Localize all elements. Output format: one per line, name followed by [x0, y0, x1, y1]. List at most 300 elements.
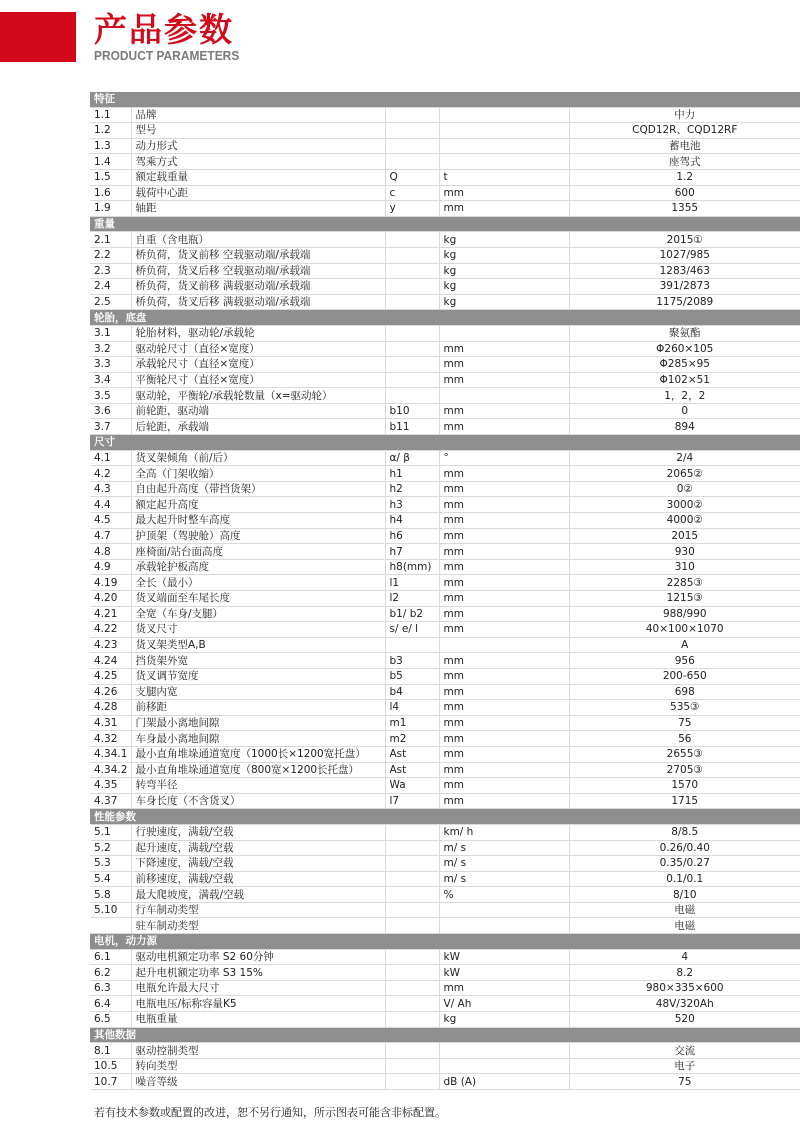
param-value: 聚氨酯 [569, 325, 800, 341]
param-number: 4.4 [90, 497, 131, 513]
param-name: 货叉架倾角（前/后） [131, 450, 385, 466]
param-value: 48V/320Ah [569, 996, 800, 1012]
param-value: 1215③ [569, 591, 800, 607]
param-unit: mm [439, 201, 569, 217]
param-number: 4.23 [90, 637, 131, 653]
param-name: 驱动轮尺寸（直径×宽度） [131, 341, 385, 357]
param-symbol: l4 [385, 700, 439, 716]
spec-row [90, 372, 800, 388]
spec-row [90, 263, 800, 279]
param-value: 2655③ [569, 746, 800, 762]
param-symbol: h7 [385, 544, 439, 560]
param-symbol: b10 [385, 403, 439, 419]
param-name: 桥负荷，货叉前移 满载驱动端/承载端 [131, 279, 385, 295]
param-name: 型号 [131, 123, 385, 139]
param-name: 自由起升高度（带挡货架） [131, 481, 385, 497]
param-unit: m/ s [439, 871, 569, 887]
param-symbol: y [385, 201, 439, 217]
param-number: 6.5 [90, 1012, 131, 1028]
param-symbol [385, 388, 439, 404]
param-name: 电瓶允许最大尺寸 [131, 980, 385, 996]
param-number: 1.1 [90, 107, 131, 123]
param-name: 转向类型 [131, 1058, 385, 1074]
param-name: 额定起升高度 [131, 497, 385, 513]
param-symbol [385, 1012, 439, 1028]
param-symbol: b1/ b2 [385, 606, 439, 622]
param-symbol: α/ β [385, 450, 439, 466]
param-value: 2015 [569, 528, 800, 544]
param-symbol: Ast [385, 746, 439, 762]
param-name: 驱动电机额定功率 S2 60分钟 [131, 949, 385, 965]
param-unit: mm [439, 185, 569, 201]
param-unit: km/ h [439, 824, 569, 840]
param-symbol [385, 856, 439, 872]
spec-row [90, 700, 800, 716]
param-symbol: b3 [385, 653, 439, 669]
param-number: 4.7 [90, 528, 131, 544]
param-number: 4.3 [90, 481, 131, 497]
param-name: 货叉架类型A,B [131, 637, 385, 653]
param-value: 0 [569, 403, 800, 419]
param-name: 全长（最小） [131, 575, 385, 591]
param-unit: V/ Ah [439, 996, 569, 1012]
param-number: 4.21 [90, 606, 131, 622]
param-unit: kg [439, 232, 569, 248]
param-unit: t [439, 169, 569, 185]
param-symbol: h2 [385, 481, 439, 497]
param-name: 平衡轮尺寸（直径×宽度） [131, 372, 385, 388]
param-name: 行驶速度，满载/空载 [131, 824, 385, 840]
spec-row [90, 325, 800, 341]
param-name: 车身最小离地间隙 [131, 731, 385, 747]
spec-row [90, 949, 800, 965]
section-header [90, 934, 800, 950]
param-value: 1.2 [569, 169, 800, 185]
param-symbol [385, 138, 439, 154]
spec-row [90, 185, 800, 201]
param-number: 5.10 [90, 902, 131, 918]
param-value: 930 [569, 544, 800, 560]
spec-row [90, 575, 800, 591]
param-value: 8/10 [569, 887, 800, 903]
param-value: 8/8.5 [569, 824, 800, 840]
param-value: 698 [569, 684, 800, 700]
param-value: 交流 [569, 1043, 800, 1059]
param-symbol [385, 949, 439, 965]
header-accent-bar [0, 12, 76, 62]
param-symbol [385, 980, 439, 996]
spec-row [90, 856, 800, 872]
param-number: 6.4 [90, 996, 131, 1012]
param-name: 货叉端面至车尾长度 [131, 591, 385, 607]
param-symbol: h4 [385, 513, 439, 529]
spec-row [90, 778, 800, 794]
param-number: 8.1 [90, 1043, 131, 1059]
param-value: CQD12R、CQD12RF [569, 123, 800, 139]
param-value: 1355 [569, 201, 800, 217]
param-unit: mm [439, 419, 569, 435]
spec-row [90, 637, 800, 653]
param-name: 前移速度，满载/空载 [131, 871, 385, 887]
spec-row [90, 154, 800, 170]
param-number: 6.1 [90, 949, 131, 965]
param-unit: m/ s [439, 840, 569, 856]
param-unit: mm [439, 793, 569, 809]
param-number: 2.3 [90, 263, 131, 279]
spec-row [90, 824, 800, 840]
param-symbol [385, 263, 439, 279]
param-number: 4.9 [90, 559, 131, 575]
param-symbol [385, 372, 439, 388]
param-number [90, 918, 131, 934]
param-name: 转弯半径 [131, 778, 385, 794]
param-unit [439, 1058, 569, 1074]
param-symbol [385, 107, 439, 123]
param-number: 1.6 [90, 185, 131, 201]
param-number: 4.2 [90, 466, 131, 482]
param-name: 护顶架（驾驶舱）高度 [131, 528, 385, 544]
spec-row [90, 606, 800, 622]
param-number: 4.19 [90, 575, 131, 591]
param-name: 最大爬坡度，满载/空载 [131, 887, 385, 903]
param-unit: mm [439, 684, 569, 700]
spec-row [90, 871, 800, 887]
param-name: 轴距 [131, 201, 385, 217]
param-name: 行车制动类型 [131, 902, 385, 918]
param-name: 下降速度，满载/空载 [131, 856, 385, 872]
param-name: 座椅面/站台面高度 [131, 544, 385, 560]
param-value: 600 [569, 185, 800, 201]
spec-row [90, 201, 800, 217]
param-unit: kg [439, 1012, 569, 1028]
spec-row [90, 684, 800, 700]
param-value: 894 [569, 419, 800, 435]
spec-row [90, 138, 800, 154]
param-unit [439, 902, 569, 918]
param-symbol [385, 294, 439, 310]
param-name: 桥负荷，货叉后移 空载驱动端/承载端 [131, 263, 385, 279]
param-name: 动力形式 [131, 138, 385, 154]
param-symbol: b4 [385, 684, 439, 700]
param-value: 0.26/0.40 [569, 840, 800, 856]
param-name: 驱动轮，平衡轮/承载轮数量（x=驱动轮） [131, 388, 385, 404]
param-value: 1715 [569, 793, 800, 809]
param-symbol: b5 [385, 668, 439, 684]
param-name: 后轮距，承载端 [131, 419, 385, 435]
spec-row [90, 653, 800, 669]
param-value: 56 [569, 731, 800, 747]
spec-row [90, 559, 800, 575]
section-header [90, 310, 800, 326]
spec-row [90, 793, 800, 809]
param-unit: mm [439, 606, 569, 622]
spec-row [90, 746, 800, 762]
param-symbol [385, 965, 439, 981]
section-title: 其他数据 [90, 1027, 800, 1043]
spec-row [90, 668, 800, 684]
spec-row [90, 403, 800, 419]
param-symbol [385, 637, 439, 653]
param-name: 驱动控制类型 [131, 1043, 385, 1059]
param-value: 4000② [569, 513, 800, 529]
param-value: 1027/985 [569, 247, 800, 263]
param-unit: kg [439, 263, 569, 279]
param-value: 2015① [569, 232, 800, 248]
param-symbol: l2 [385, 591, 439, 607]
spec-row [90, 341, 800, 357]
spec-row [90, 591, 800, 607]
param-symbol: l7 [385, 793, 439, 809]
spec-table [90, 92, 800, 1090]
param-unit: mm [439, 668, 569, 684]
param-value: 535③ [569, 700, 800, 716]
param-value: 蓄电池 [569, 138, 800, 154]
param-number: 3.7 [90, 419, 131, 435]
param-name: 车身长度（不含货叉） [131, 793, 385, 809]
param-value: 40×100×1070 [569, 622, 800, 638]
param-symbol: l1 [385, 575, 439, 591]
spec-row [90, 918, 800, 934]
param-unit: mm [439, 481, 569, 497]
param-number: 4.37 [90, 793, 131, 809]
param-number: 3.4 [90, 372, 131, 388]
param-name: 挡货架外宽 [131, 653, 385, 669]
param-number: 4.34.2 [90, 762, 131, 778]
spec-row [90, 466, 800, 482]
param-symbol: m2 [385, 731, 439, 747]
param-value: 电子 [569, 1058, 800, 1074]
section-header [90, 1027, 800, 1043]
param-symbol [385, 902, 439, 918]
param-value: 988/990 [569, 606, 800, 622]
param-name: 起升电机额定功率 S3 15% [131, 965, 385, 981]
param-unit [439, 123, 569, 139]
param-unit: mm [439, 341, 569, 357]
spec-table-body [90, 92, 800, 1090]
param-name: 最大起升时整车高度 [131, 513, 385, 529]
param-symbol: Ast [385, 762, 439, 778]
param-value: 520 [569, 1012, 800, 1028]
param-number: 5.8 [90, 887, 131, 903]
section-title: 重量 [90, 216, 800, 232]
page-title: 产品参数 [94, 10, 234, 49]
spec-row [90, 1012, 800, 1028]
param-number: 3.2 [90, 341, 131, 357]
param-unit: ° [439, 450, 569, 466]
param-number: 4.8 [90, 544, 131, 560]
param-symbol [385, 154, 439, 170]
param-unit: kW [439, 949, 569, 965]
param-value: 75 [569, 715, 800, 731]
param-symbol [385, 840, 439, 856]
param-unit: % [439, 887, 569, 903]
spec-row [90, 1074, 800, 1090]
param-unit [439, 388, 569, 404]
param-value: A [569, 637, 800, 653]
param-symbol: c [385, 185, 439, 201]
param-value: 电磁 [569, 902, 800, 918]
param-number: 1.2 [90, 123, 131, 139]
param-value: 8.2 [569, 965, 800, 981]
param-symbol: s/ e/ l [385, 622, 439, 638]
param-value: 75 [569, 1074, 800, 1090]
param-value: 2705③ [569, 762, 800, 778]
param-value: 1283/463 [569, 263, 800, 279]
param-unit: mm [439, 466, 569, 482]
param-value: 1，2，2 [569, 388, 800, 404]
param-number: 10.5 [90, 1058, 131, 1074]
param-value: Φ260×105 [569, 341, 800, 357]
param-name: 货叉调节宽度 [131, 668, 385, 684]
param-value: 4 [569, 949, 800, 965]
param-name: 支腿内宽 [131, 684, 385, 700]
param-name: 驾乘方式 [131, 154, 385, 170]
param-unit [439, 154, 569, 170]
section-title: 特征 [90, 92, 800, 107]
param-name: 承载轮护板高度 [131, 559, 385, 575]
spec-row [90, 622, 800, 638]
param-unit: mm [439, 715, 569, 731]
param-symbol [385, 1074, 439, 1090]
param-name: 门架最小离地间隙 [131, 715, 385, 731]
section-header [90, 435, 800, 451]
param-symbol [385, 247, 439, 263]
spec-row [90, 232, 800, 248]
param-symbol [385, 341, 439, 357]
param-symbol [385, 232, 439, 248]
param-unit: m/ s [439, 856, 569, 872]
spec-row [90, 1043, 800, 1059]
param-symbol [385, 824, 439, 840]
param-number: 6.2 [90, 965, 131, 981]
param-value: 980×335×600 [569, 980, 800, 996]
param-number: 5.2 [90, 840, 131, 856]
section-title: 电机，动力源 [90, 934, 800, 950]
param-number: 4.32 [90, 731, 131, 747]
param-value: 1570 [569, 778, 800, 794]
param-unit: kg [439, 247, 569, 263]
param-unit: mm [439, 746, 569, 762]
section-header [90, 216, 800, 232]
param-symbol [385, 1058, 439, 1074]
param-unit: mm [439, 559, 569, 575]
param-symbol: h6 [385, 528, 439, 544]
param-unit [439, 107, 569, 123]
spec-row [90, 497, 800, 513]
param-number: 1.3 [90, 138, 131, 154]
spec-row [90, 996, 800, 1012]
param-name: 桥负荷，货叉前移 空载驱动端/承载端 [131, 247, 385, 263]
param-unit: dB (A) [439, 1074, 569, 1090]
spec-row [90, 513, 800, 529]
param-name: 前轮距，驱动端 [131, 403, 385, 419]
spec-row [90, 450, 800, 466]
spec-row [90, 528, 800, 544]
param-symbol [385, 357, 439, 373]
param-number: 4.31 [90, 715, 131, 731]
spec-row [90, 357, 800, 373]
param-unit: mm [439, 762, 569, 778]
param-name: 全宽（车身/支腿） [131, 606, 385, 622]
param-symbol: h3 [385, 497, 439, 513]
param-number: 1.9 [90, 201, 131, 217]
param-value: 2285③ [569, 575, 800, 591]
param-value: 956 [569, 653, 800, 669]
param-name: 轮胎材料，驱动轮/承载轮 [131, 325, 385, 341]
param-value: 0② [569, 481, 800, 497]
param-symbol [385, 279, 439, 295]
param-unit: mm [439, 544, 569, 560]
param-unit: mm [439, 528, 569, 544]
spec-row [90, 902, 800, 918]
spec-row [90, 980, 800, 996]
param-unit: mm [439, 731, 569, 747]
param-unit: kW [439, 965, 569, 981]
param-symbol [385, 887, 439, 903]
param-name: 品牌 [131, 107, 385, 123]
param-number: 2.4 [90, 279, 131, 295]
param-unit: mm [439, 513, 569, 529]
param-number: 3.6 [90, 403, 131, 419]
param-number: 5.1 [90, 824, 131, 840]
param-unit: mm [439, 357, 569, 373]
spec-row [90, 887, 800, 903]
param-value: 3000② [569, 497, 800, 513]
param-unit: kg [439, 279, 569, 295]
param-number: 4.22 [90, 622, 131, 638]
param-symbol [385, 871, 439, 887]
param-value: 座驾式 [569, 154, 800, 170]
param-name: 噪音等级 [131, 1074, 385, 1090]
param-unit: mm [439, 497, 569, 513]
param-unit: kg [439, 294, 569, 310]
param-symbol: h1 [385, 466, 439, 482]
section-title: 轮胎，底盘 [90, 310, 800, 326]
param-name: 桥负荷，货叉后移 满载驱动端/承载端 [131, 294, 385, 310]
param-unit: mm [439, 653, 569, 669]
param-number: 4.5 [90, 513, 131, 529]
param-value: 391/2873 [569, 279, 800, 295]
param-value: Φ102×51 [569, 372, 800, 388]
param-symbol [385, 123, 439, 139]
param-unit [439, 637, 569, 653]
param-name: 电瓶重量 [131, 1012, 385, 1028]
spec-row [90, 544, 800, 560]
param-number: 3.3 [90, 357, 131, 373]
param-symbol: m1 [385, 715, 439, 731]
param-unit: mm [439, 403, 569, 419]
param-unit: mm [439, 980, 569, 996]
param-number: 2.5 [90, 294, 131, 310]
param-name: 货叉尺寸 [131, 622, 385, 638]
param-value: 0.35/0.27 [569, 856, 800, 872]
param-value: Φ285×95 [569, 357, 800, 373]
spec-row [90, 107, 800, 123]
param-unit: mm [439, 591, 569, 607]
spec-row [90, 840, 800, 856]
param-number: 3.1 [90, 325, 131, 341]
param-number: 1.4 [90, 154, 131, 170]
spec-row [90, 294, 800, 310]
page-subtitle: PRODUCT PARAMETERS [94, 48, 240, 63]
param-symbol [385, 996, 439, 1012]
param-name: 额定载重量 [131, 169, 385, 185]
param-symbol: Wa [385, 778, 439, 794]
section-title: 尺寸 [90, 435, 800, 451]
param-symbol: b11 [385, 419, 439, 435]
spec-row [90, 279, 800, 295]
param-unit: mm [439, 372, 569, 388]
